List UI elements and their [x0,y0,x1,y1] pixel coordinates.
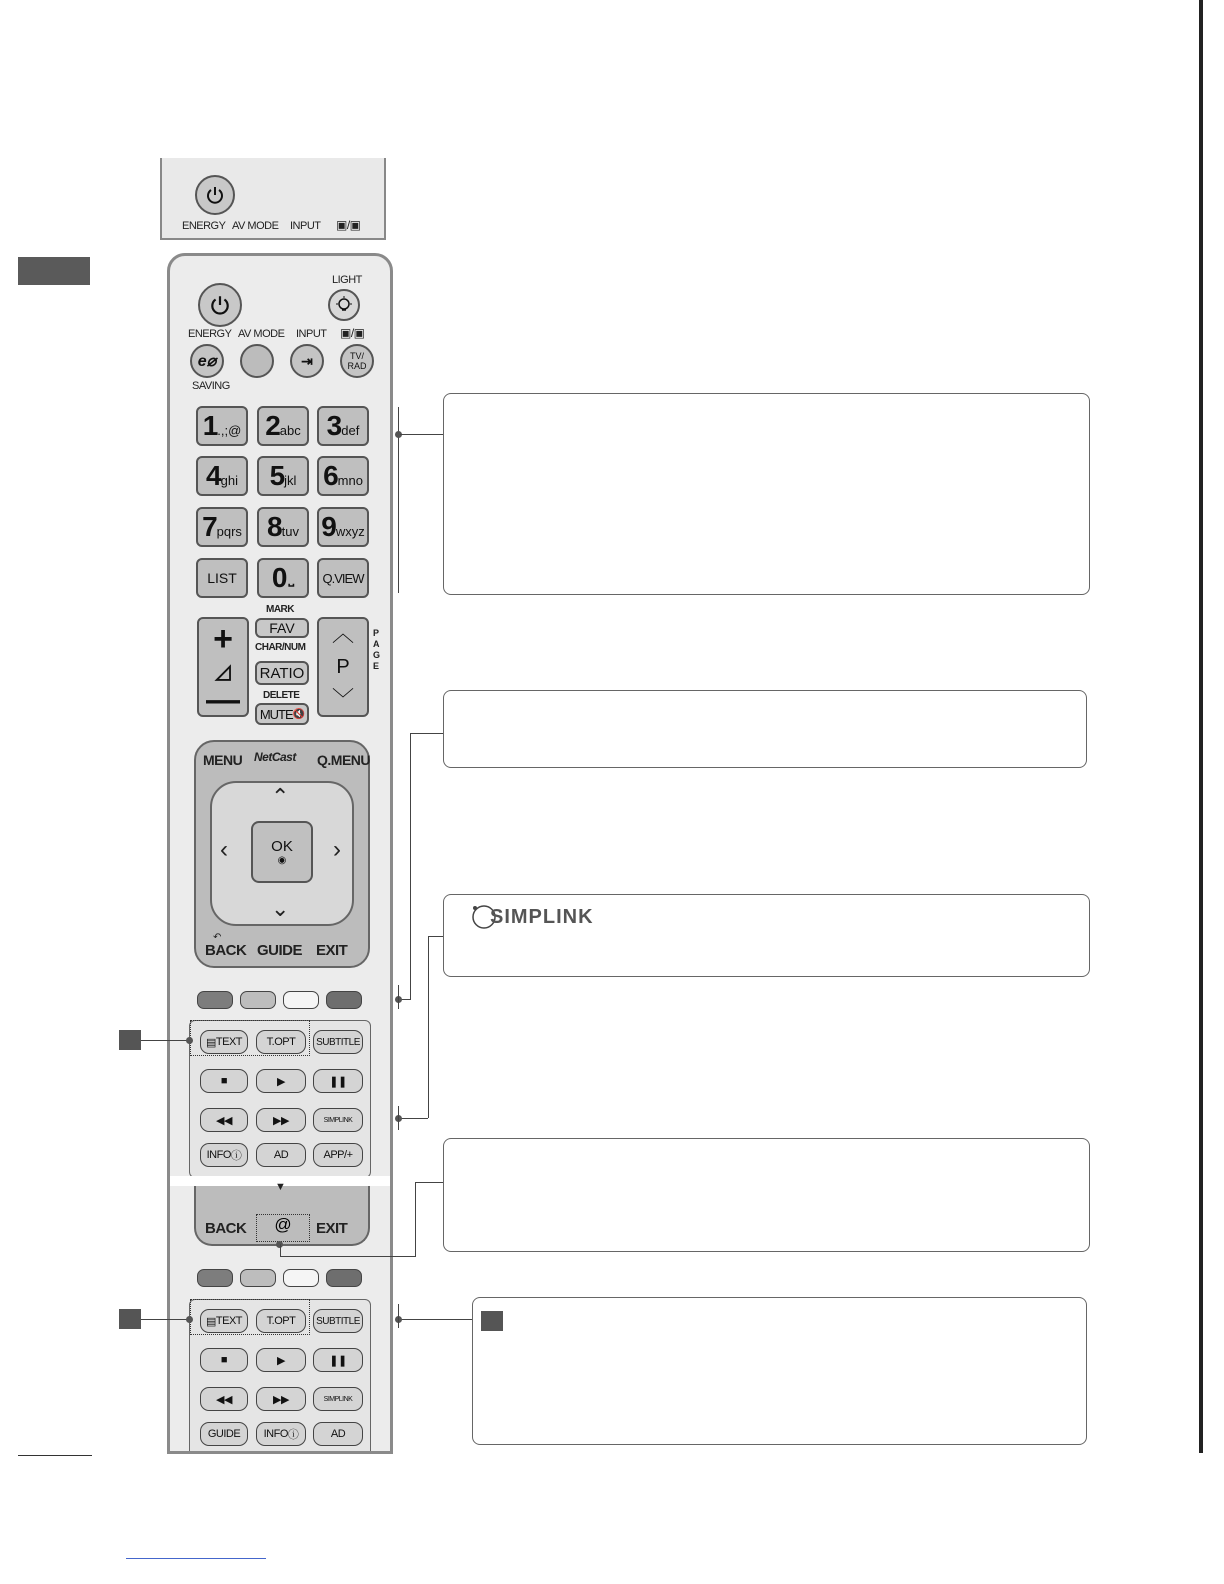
digit-2-button[interactable] [257,406,309,446]
callout-marker-square [481,1311,503,1331]
mute-label: MUTE [259,706,293,722]
at-connector-stub [280,1244,281,1256]
left-marker-dot-2 [186,1316,193,1323]
list-button[interactable]: LIST [196,558,248,598]
ok-label: OK [271,838,293,855]
topt-button-2[interactable]: T.OPT [256,1309,306,1333]
yellow-button-2[interactable] [283,1269,319,1287]
power-button-small[interactable] [195,175,235,215]
ok-button[interactable] [251,821,313,883]
digit-label: 6 [323,460,337,491]
left-marker-square-1 [119,1030,141,1050]
remote-control [167,253,393,1454]
avmode-label: AV MODE [238,328,285,340]
input-label-top: INPUT [290,220,321,232]
exit-button-2[interactable]: EXIT [316,1220,348,1237]
ratio-button[interactable]: RATIO [255,661,309,685]
pause-button[interactable] [313,1069,363,1093]
chevron-up-icon: ︿ [331,621,354,646]
digit-letters: abc [279,423,301,438]
zero-button[interactable] [257,558,309,598]
light-label: LIGHT [332,274,362,286]
at-connector-v [415,1182,416,1256]
input-arrow-icon: ⇥ [301,352,313,369]
rewind-button-2[interactable] [200,1387,248,1411]
mark-label: MARK [266,604,294,615]
delete-label: DELETE [263,690,300,701]
digit-label: 9 [321,511,335,542]
p-label: P [336,655,350,678]
input-button[interactable] [290,344,324,378]
mute-speaker-icon: 🔇 [292,708,305,720]
red-button-2[interactable] [197,1269,233,1287]
play-icon: ▶ [277,1075,285,1088]
play-button[interactable] [256,1069,306,1093]
mute-button[interactable] [255,703,309,725]
text-label: TEXT [215,1036,243,1048]
digit-letters: jkl [284,473,297,488]
zero-digit: 0 [271,562,286,593]
numpad-connector [400,434,443,435]
netcast-tick [398,985,399,1009]
fastforward-button-2[interactable] [256,1387,306,1411]
text-connector [400,1319,472,1320]
up-arrow-icon[interactable]: ⌃ [271,784,289,809]
text-group-outline-2 [190,1299,310,1335]
blue-button[interactable] [326,991,362,1009]
qmenu-button[interactable]: Q.MENU [317,752,370,768]
callout-simplink [443,894,1090,977]
subtitle-button-2[interactable]: SUBTITLE [313,1309,363,1333]
yellow-button[interactable] [283,991,319,1009]
footer-link-underline [126,1558,266,1559]
energy-label: ENERGY [188,328,232,340]
back-button-2[interactable]: BACK [205,1220,247,1237]
simplink-connector-h [428,936,443,937]
digit-letters: mno [337,473,363,488]
power-icon [209,294,231,316]
down-arrow-icon-2: ▼ [275,1181,286,1193]
pause-icon: ❚❚ [329,1075,347,1088]
right-arrow-icon[interactable]: › [333,836,341,863]
rewind-icon: ◀◀ [216,1393,232,1406]
text-tick [398,1304,399,1328]
text-group-outline [190,1020,310,1056]
exit-button[interactable]: EXIT [316,942,348,959]
callout-text-topt [472,1297,1087,1445]
app-button[interactable]: APP/+ [313,1143,363,1167]
green-button[interactable] [240,991,276,1009]
left-marker-line-1 [141,1040,190,1041]
fav-button[interactable]: FAV [255,618,309,638]
ad-button-2[interactable]: AD [313,1422,363,1446]
play-icon: ▶ [277,1354,285,1367]
energy-label-top: ENERGY [182,220,226,232]
light-button[interactable] [328,289,360,321]
eco-leaf-icon: e⌀ [197,353,217,370]
digit-label: 3 [326,410,341,441]
footer-rule [18,1455,92,1456]
page-vertical-label: PAGE [373,628,380,671]
left-arrow-icon[interactable]: ‹ [220,836,228,863]
volume-ramp-icon: ◿ [215,661,231,683]
at-connector-h2 [280,1256,416,1257]
at-button[interactable]: @ [256,1214,310,1242]
rewind-button[interactable] [200,1108,248,1132]
digit-letters: ghi [220,473,238,488]
stop-icon: ■ [220,1354,228,1366]
saving-label: SAVING [192,380,230,392]
left-marker-line-2 [141,1319,190,1320]
energy-saving-button[interactable] [190,344,224,378]
at-connector-h [415,1182,443,1183]
pause-button-2[interactable] [313,1348,363,1372]
digit-letters: def [341,423,360,438]
tv-radio-label-icon: ▣/▣ [340,326,365,340]
red-button[interactable] [197,991,233,1009]
stop-button-2[interactable] [200,1348,248,1372]
simplink-button-2[interactable]: SIMPLINK [313,1387,363,1411]
info-label: INFO [206,1149,231,1161]
netcast-connector-v [410,733,411,1000]
charnum-label: CHAR/NUM [255,642,306,653]
digit-letters: .,;@ [217,423,242,438]
digit-3-button[interactable] [317,406,369,446]
subtitle-button[interactable]: SUBTITLE [313,1030,363,1054]
digit-letters: pqrs [216,524,242,539]
menu-button[interactable]: MENU [203,752,243,768]
simplink-connector-h2 [398,1118,428,1119]
volume-rocker[interactable] [197,617,249,717]
simplink-connector-v [428,936,429,1118]
digit-9-button[interactable] [317,507,369,547]
fastforward-icon: ▶▶ [273,1114,289,1127]
callout-numpad [443,393,1090,595]
simplink-tick [398,1106,399,1130]
left-marker-dot-1 [186,1037,193,1044]
power-button[interactable] [198,283,242,327]
netcast-connector-h [410,733,443,734]
teletext-icon: ▤ [205,1315,216,1328]
tv-radio-icon-top: ▣/▣ [336,218,361,232]
digit-label: 1 [202,410,217,441]
callout-netcast [443,690,1087,768]
space-icon: ⎵ [288,569,295,586]
stop-button[interactable] [200,1069,248,1093]
simplink-logo-text: SIMPLINK [490,905,594,928]
fastforward-icon: ▶▶ [273,1393,289,1406]
down-arrow-icon[interactable]: ⌄ [271,896,289,921]
info-button[interactable] [200,1143,248,1167]
guide-button-2[interactable]: GUIDE [200,1422,248,1446]
info-label: INFO [263,1428,288,1440]
digit-label: 5 [269,460,284,491]
back-arrow-icon: ↶ [213,932,221,943]
chevron-down-icon: ﹀ [331,687,354,712]
simplink-logo [470,903,594,931]
blue-button-2[interactable] [326,1269,362,1287]
ad-button[interactable]: AD [256,1143,306,1167]
stop-icon: ■ [220,1075,228,1087]
digit-label: 7 [202,511,216,542]
digit-label: 8 [267,511,281,542]
av-mode-button[interactable] [240,344,274,378]
light-bulb-icon [334,295,354,315]
digit-6-button[interactable] [317,456,369,496]
digit-8-button[interactable] [257,507,309,547]
ok-dot-icon: ◉ [277,855,287,866]
play-button-2[interactable] [256,1348,306,1372]
left-marker-square-2 [119,1309,141,1329]
digit-4-button[interactable] [196,456,248,496]
avmode-label-top: AV MODE [232,220,279,232]
info-icon: ⓘ [287,1429,299,1441]
plus-icon: + [213,620,233,658]
remote-top-fragment [160,158,386,240]
digit-label: 2 [265,410,279,441]
digit-label: 4 [206,460,220,491]
fastforward-button[interactable] [256,1108,306,1132]
digit-5-button[interactable] [257,456,309,496]
page-edge-rule [1199,0,1203,1453]
teletext-icon: ▤ [205,1036,216,1049]
green-button-2[interactable] [240,1269,276,1287]
digit-7-button[interactable] [196,507,248,547]
pause-icon: ❚❚ [329,1354,347,1367]
topt-button[interactable]: T.OPT [256,1030,306,1054]
callout-at-button [443,1138,1090,1252]
tv-radio-button[interactable]: TV/ RAD [340,344,374,378]
back-button[interactable]: BACK [205,942,247,959]
digit-letters: wxyz [335,524,365,539]
section-tab-marker [18,257,90,285]
digit-letters: tuv [281,524,299,539]
program-rocker[interactable] [317,617,369,717]
text-label: TEXT [215,1315,243,1327]
rewind-icon: ◀◀ [216,1114,232,1127]
simplink-button[interactable]: SIMPLINK [313,1108,363,1132]
qview-button[interactable]: Q.VIEW [317,558,369,598]
input-label: INPUT [296,328,327,340]
digit-1-button[interactable] [196,406,248,446]
guide-button[interactable]: GUIDE [257,942,303,959]
info-icon: ⓘ [230,1150,242,1162]
minus-icon: — [206,681,240,719]
info-button-2[interactable] [256,1422,306,1446]
netcast-button[interactable]: NetCast [254,750,296,764]
power-icon [205,185,225,205]
